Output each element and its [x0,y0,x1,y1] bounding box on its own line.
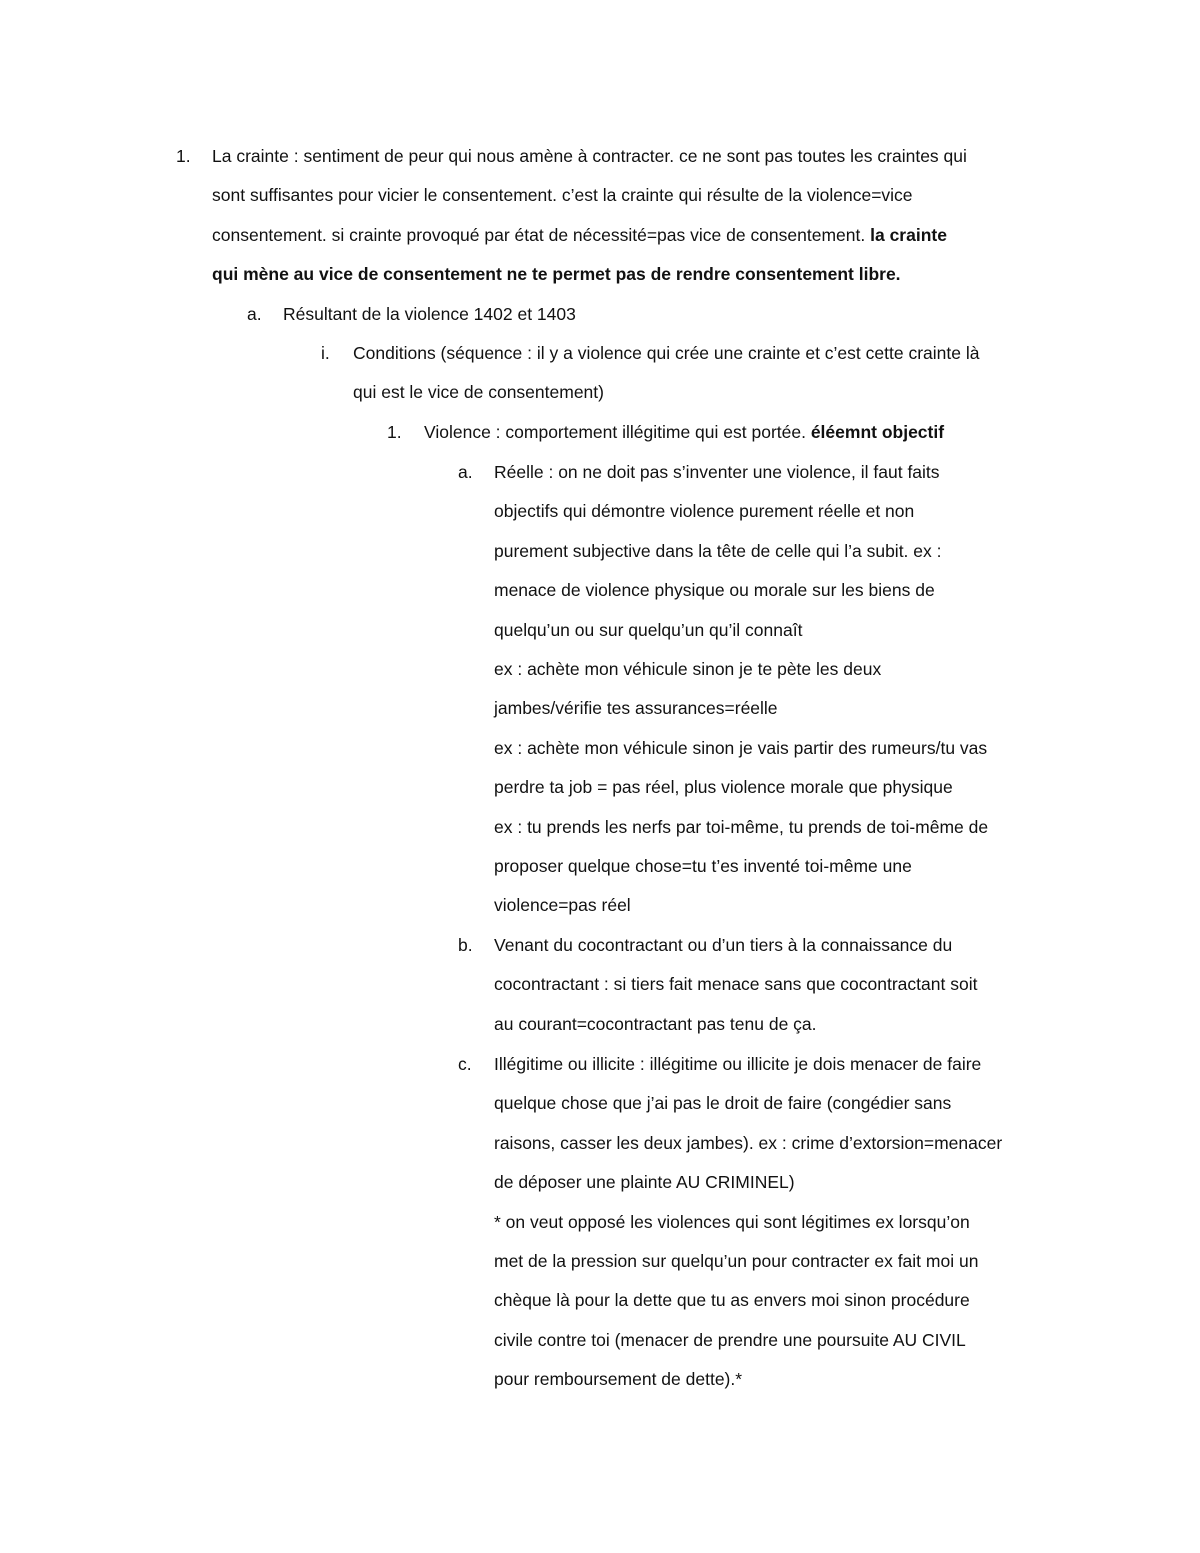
text-line: cocontractant : si tiers fait menace sans que cocontractant soit [494,974,978,995]
text-line: jambes/vérifie tes assurances=réelle [494,698,778,719]
text-line: menace de violence physique ou morale sur les biens de [494,580,935,601]
text-line: Conditions (séquence : il y a violence qui crée une crainte et c’est cette crainte là [353,343,980,363]
text-line: raisons, casser les deux jambes). ex : crime d’extorsion=menacer [494,1132,1003,1153]
list-marker: a. [247,304,262,324]
text-line: Venant du cocontractant ou d’un tiers à la connaissance du [494,935,953,955]
list-item-violence [387,413,1084,452]
text-line: objectifs qui démontre violence purement réelle et non [494,501,915,522]
text-line: qui est le vice de consentement) [353,382,604,403]
bold-text: la crainte [870,224,947,245]
list-item-a [247,295,1083,334]
text-line: sont suffisantes pour vicier le consentement. c’est la crainte qui résulte de la violence=vice [212,185,913,206]
text-segment: consentement. si crainte provoqué par état de nécessité=pas vice de consentement. [212,224,871,245]
text-line: * on veut opposé les violences qui sont légitimes ex lorsqu’on [494,1211,970,1232]
list-marker: i. [321,343,330,363]
text-line: Résultant de la violence 1402 et 1403 [283,304,576,324]
list-item-illegitime [458,1045,1084,1400]
text-line: Réelle : on ne doit pas s’inventer une violence, il faut faits [494,462,940,482]
text-line: civile contre toi (menacer de prendre une poursuite AU CIVIL [494,1329,966,1350]
text-line: ex : tu prends les nerfs par toi-même, tu prends de toi-même de [494,816,989,837]
list-item-1 [176,137,1072,295]
list-marker: 1. [387,422,402,442]
list-marker: c. [458,1054,472,1074]
list-item-venant [458,926,1084,1044]
bold-text: qui mène au vice de consentement ne te permet pas de rendre consentement libre. [212,264,901,285]
text-line: ex : achète mon véhicule sinon je vais partir des rumeurs/tu vas [494,737,988,758]
bold-text: éléemnt objectif [810,422,945,442]
text-line: au courant=cocontractant pas tenu de ça. [494,1013,817,1034]
list-marker: a. [458,462,473,482]
text-line: perdre ta job = pas réel, plus violence morale que physique [494,777,953,798]
text-line [212,216,1072,255]
text-line: Illégitime ou illicite : illégitime ou illicite je dois menacer de faire [494,1054,982,1074]
list-marker: b. [458,935,473,955]
text-line: violence=pas réel [494,895,631,916]
text-line: pour remboursement de dette).* [494,1369,743,1390]
list-item-reelle [458,453,1084,926]
text-line [212,255,1072,294]
text-line: proposer quelque chose=tu t’es inventé toi-même une [494,856,912,877]
list-item-i [321,334,1073,413]
text-line: met de la pression sur quelqu’un pour contracter ex fait moi un [494,1251,979,1272]
text-segment: Violence : comportement illégitime qui est portée. [424,422,811,442]
text-line: de déposer une plainte AU CRIMINEL) [494,1172,795,1193]
text-line: chèque là pour la dette que tu as envers moi sinon procédure [494,1290,970,1311]
text-line: quelqu’un ou sur quelqu’un qu’il connaît [494,619,803,640]
text-line: quelque chose que j’ai pas le droit de faire (congédier sans [494,1093,952,1114]
list-marker: 1. [176,146,191,166]
text-line: La crainte : sentiment de peur qui nous amène à contracter. ce ne sont pas toutes les craintes qui [212,146,967,166]
text-line [424,413,1084,452]
text-line: purement subjective dans la tête de celle qui l’a subit. ex : [494,540,942,561]
text-line: ex : achète mon véhicule sinon je te pète les deux [494,659,882,680]
